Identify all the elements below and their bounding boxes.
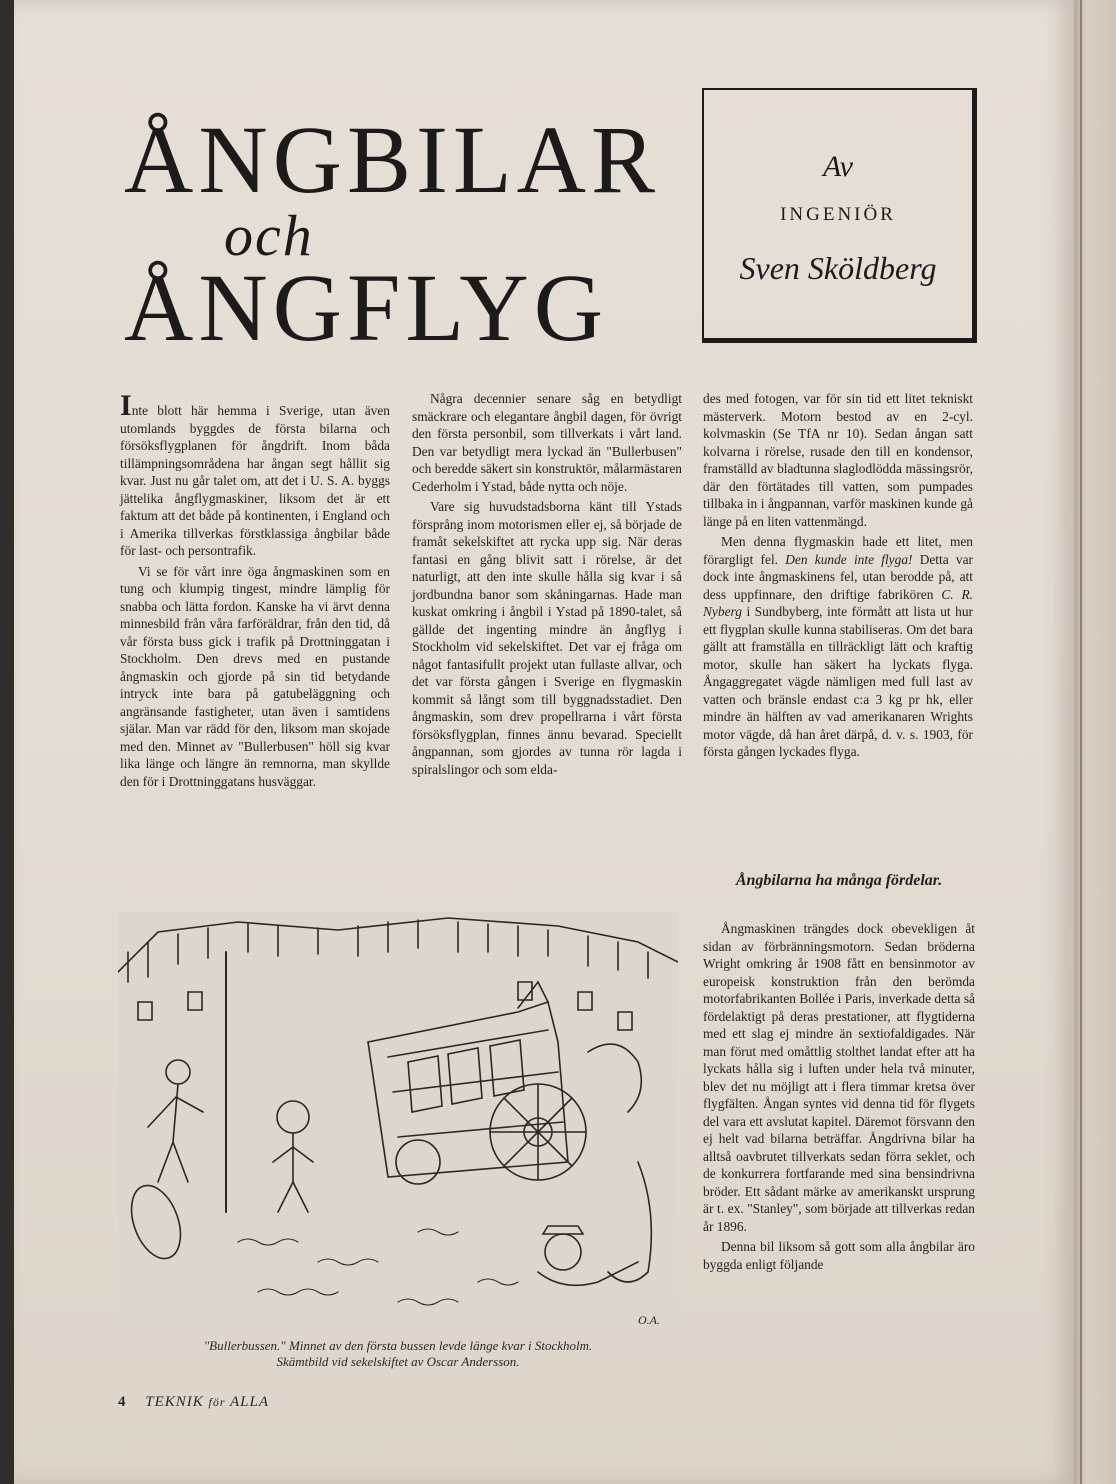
byline-box (702, 88, 977, 343)
text-column-3 (703, 390, 973, 764)
magazine-name-part: ALLA (230, 1394, 270, 1410)
byline-author: Sven Sköldberg (739, 250, 937, 286)
artist-signature: O.A. (638, 1313, 660, 1327)
title-line-2: och (224, 203, 314, 268)
section-heading: Ångbilarna ha många fördelar. (735, 872, 943, 889)
byline-role: INGENIÖR (780, 204, 896, 225)
rooftops (118, 918, 678, 972)
caption-line-2: Skämtbild vid sekelskiftet av Oscar Andersson. (276, 1354, 520, 1369)
paragraph: Några decennier senare såg en betydligt smäckrare och elegantare ångbil dagen, för övrigt den första personbil, som tillverkats i vårt land. Den var betydligt mera lyckad än "Bullerbusen" och beredde säkert sin konstruktör, målarmästaren Cederholm i Ystad, både nytta och nöje. (412, 391, 682, 494)
title-line-1: ÅNGBILAR (124, 106, 660, 213)
paragraph: Men denna flygmaskin hade ett litet, men förargligt fel. Den kunde inte flyga! Detta var dock inte ångmaskinens fel, utan berodde på, att dess uppfinnare, den driftige fabrikören C. R. Nyberg i Sundbyberg, inte förmått att lista ut hur ett flygplan skulle kunna stabiliseras. Om det bara gällt att framställa en tillräckligt lätt och kraftig motor, skulle han säkert ha lyckats flyga. Ångaggregatet vägde nämligen med full last av vatten och bränsle endast c:a 3 kg pr hk, eller mindre än hälften av vad amerikanaren Wrights motor vägde, då han året därpå, d. v. s. 1903, för första gången lyckades flyga. (703, 534, 974, 759)
magazine-name-part: TEKNIK (145, 1394, 204, 1410)
page-number: 4 (118, 1394, 127, 1410)
magazine-name-part: för (208, 1395, 226, 1409)
bus-wheel-rear (396, 1140, 440, 1184)
byline-av: Av (823, 150, 853, 183)
text-column-1 (120, 389, 390, 793)
steam-bus-drawing (118, 912, 678, 1330)
caption-line-1: "Bullerbussen." Minnet av den första bussen levde länge kvar i Stockholm. (203, 1338, 593, 1353)
text-column-3-continued (703, 920, 975, 1276)
boy-figure (277, 1101, 309, 1133)
illustration-caption (118, 1338, 678, 1370)
magazine-page (14, 0, 1074, 1484)
paragraph: Denna bil liksom så gott som alla ångbilar äro byggda enligt följande (703, 1239, 975, 1272)
paragraph: Ångmaskinen trängdes dock obevekligen åt sidan av förbränningsmotorn. Sedan bröderna Wright omkring år 1908 fått en bensinmotor av europeisk konstruktion från den berömda motorfabrikanten Bollée i Paris, inverkade detta så fördelaktigt på deras prestationer, att flygtiderna med ett slag ej mindre än sextiofaldigades. När man förut med omåttlig stolthet landat efter att ha lyckats hålla sig i luften under hela två minuter, blev det nu möjligt att i flera timmar kretsa över flygfälten. Ångan syntes vid denna tid för flygets del vara ett avslutat kapitel. Däremot försvann den ej helt vad bilarna beträffar. Ångdrivna bilar ha alltså oavbrutet tillverkats sedan förra seklet, och de konkurrera fortfarande med sina bensindrivna bröder. Ett sådant märke av amerikanskt ursprung är t. ex. "Stanley", som började att tillverkas redan år 1896. (703, 921, 975, 1234)
paragraph: Inte blott här hemma i Sverige, utan även utomlands byggdes de första bilarna och försöksflygplanen för ångdrift. Inom båda tillämpningsområdena har ångan segt hållit sig kvar. Just nu går talet om, att det i U. S. A. byggs jättelika ångflygmaskiner, liksom det är ett faktum att det både på kontinenten, i England och i Amerika tillverkas förstklassiga ångbilar både för last- och persontrafik. (120, 389, 390, 558)
title-line-3: ÅNGFLYG (124, 254, 609, 361)
paragraph: Vare sig huvudstadsborna känt till Ystads försprång inom motorismen eller ej, så började de framåt sekelskiftet att rycka upp sig. När deras fantasi en gång blivit satt i rörelse, är det naturligt, att den inte skulle hålla sig kvar i så jordbundna banor som skåningarnas. Hade man kuskat omkring i ångbil i Ystad på 1890-talet, så gällde det ingenting mindre än ångflyg i Stockholm vid sekelskiftet. Det var ej fråga om något fantasifullt projekt utan fullaste allvar, och det var första gången i Sverige en flygmaskin kommit så långt som till byggnadsstadiet. Den ångmaskin, som drev propellrarna i vårt första försöksflygplan, finnes ännu bevarad. Speciellt ångpannan, som gjordes av tunna rör lagda i spiralslingor och som elda- (412, 499, 682, 777)
page-footer (118, 1394, 269, 1411)
emphasis: Den kunde inte flyga! (785, 551, 913, 567)
gentleman-figure (545, 1234, 581, 1270)
text-column-2 (412, 390, 682, 781)
cartoon-illustration (118, 912, 678, 1330)
paragraph: Vi se för vårt inre öga ångmaskinen som en tung och klumpig tingest, mindre lämplig för snabba och lätta fordon. Kanske ha vi ärvt denna minnesbild från våra farföräldrar, från den tid, då vår första buss gick i trafik på Drottninggatan i Stockholm. Den drevs med en pustande ångmaskin och gjorde på sin tid betydande intryck inte bara på gatubeläggning och angränsande fastigheter, utan även i samtidens själar. Man var rädd för den, liksom man skojade med den. Minnet av "Bullerbusen" höll sig kvar lika länge och längre än remnorna, man skyllde den för i Drottninggatans husväggar. (120, 563, 390, 789)
emphasis: C. R. Nyberg (703, 586, 973, 619)
paragraph: des med fotogen, var för sin tid ett litet tekniskt mästerverk. Motorn bestod av en 2-cyl. kolvmaskin (Se TfA nr 10). Sedan ångan satt kolvarna i rörelse, rusade den till en kondensor, framställd av bladtunna slaglodlödda mässingsrör, där den förtätades till vatten, som pumpades tillbaka in i ångpannan, varför maskinen kunde gå länge på en liten vattenmängd. (703, 391, 973, 529)
umbrella (122, 1179, 189, 1265)
adjacent-page-edge (1074, 0, 1116, 1484)
cobblestones (238, 1229, 518, 1305)
horse-figure (608, 1162, 651, 1282)
drop-cap: I (120, 389, 132, 422)
